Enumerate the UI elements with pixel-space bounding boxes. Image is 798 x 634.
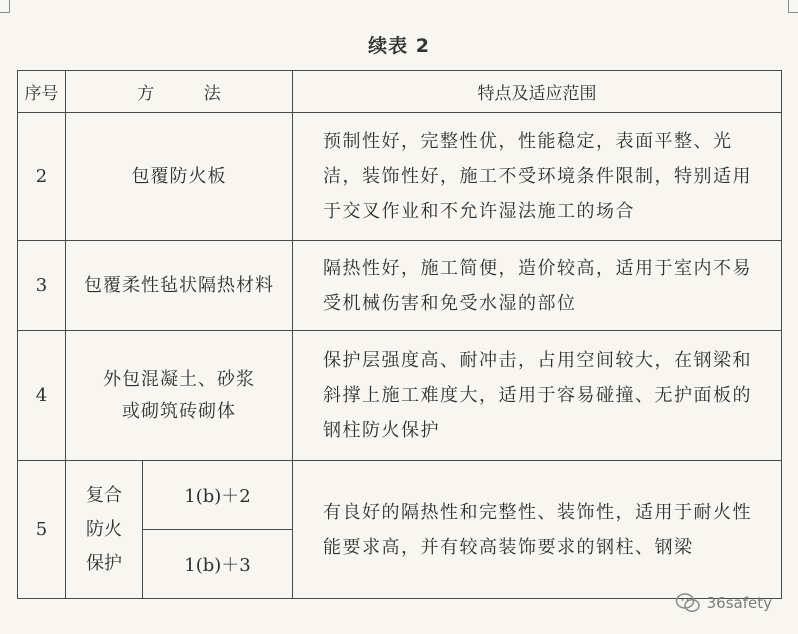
row-method-composite [66,461,143,599]
header-row [18,71,782,113]
row-method [66,331,293,461]
row-seq: 4 [18,331,66,461]
header-seq: 序号 [18,71,66,113]
row-method-line: 复合 [86,484,122,506]
watermark-text: 36safety [706,594,772,612]
crop-mark-left-v [9,0,10,12]
crop-mark-right-v [788,0,789,12]
row-method: 包覆柔性毡状隔热材料 [66,241,293,331]
row-method-line: 保护 [86,552,122,574]
watermark [675,592,772,614]
fire-protection-table [17,70,782,599]
row-seq: 2 [18,113,66,241]
row-description: 预制性好，完整性优，性能稳定，表面平整、光洁，装饰性好，施工不受环境条件限制，特别适用于交叉作业和不允许湿法施工的场合 [293,113,782,241]
table-row [18,241,782,331]
crop-mark-right-h [788,12,798,13]
row-formula-1: 1(b)＋2 [143,461,293,530]
table-row [18,461,782,530]
row-description: 有良好的隔热性和完整性、装饰性，适用于耐火性能要求高，并有较高装饰要求的钢柱、钢梁 [293,461,782,599]
row-method-line: 或砌筑砖砌体 [122,400,236,422]
table-title: 续表 2 [368,35,430,57]
row-formula-2: 1(b)＋3 [143,530,293,599]
table-row [18,113,782,241]
row-description: 保护层强度高、耐冲击，占用空间较大，在钢梁和斜撑上施工难度大，适用于容易碰撞、无护面板的钢柱防火保护 [293,331,782,461]
row-seq: 5 [18,461,66,599]
header-method [66,71,293,113]
row-method-line: 防火 [86,518,122,540]
wechat-icon [675,592,701,614]
crop-mark-left-h [0,12,10,13]
header-method-label: 方 法 [137,84,243,104]
table-row [18,331,782,461]
row-method: 包覆防火板 [66,113,293,241]
row-description: 隔热性好，施工简便，造价较高，适用于室内不易受机械伤害和免受水湿的部位 [293,241,782,331]
row-seq: 3 [18,241,66,331]
header-features: 特点及适应范围 [293,71,782,113]
row-method-line: 外包混凝土、砂浆 [103,368,255,390]
